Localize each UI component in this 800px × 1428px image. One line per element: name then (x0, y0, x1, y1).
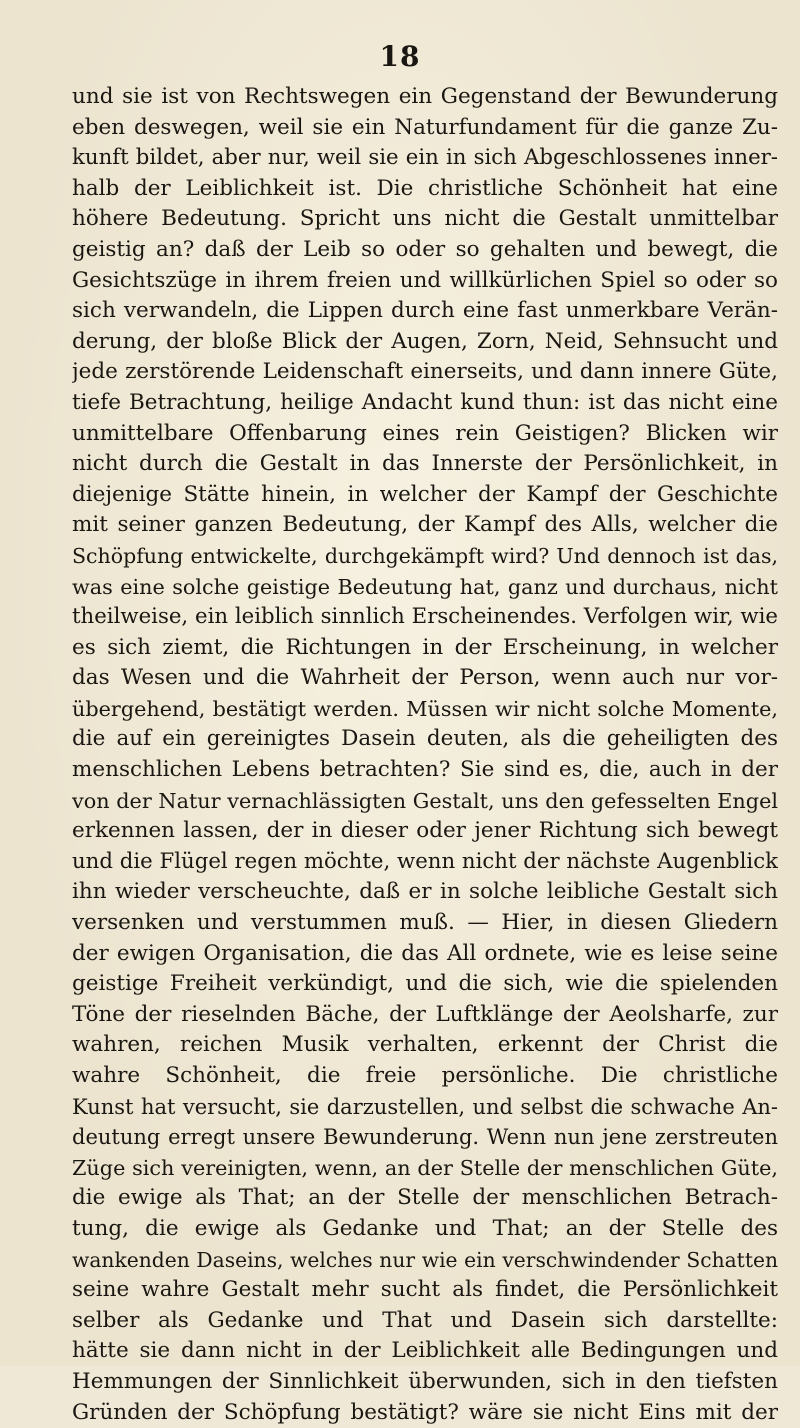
text-line: es sich ziemt, die Richtungen in der Erscheinung, in welcher (72, 634, 778, 660)
text-line: sich verwandeln, die Lippen durch eine fast unmerkbare Verän- (72, 298, 778, 324)
text-line: Hemmungen der Sinnlichkeit überwunden, sich in den tiefsten (72, 1368, 778, 1394)
text-line: übergehend, bestätigt werden. Müssen wir nicht solche Momente, (72, 696, 778, 721)
text-line: wahre Schönheit, die freie persönliche. Die christliche (72, 1063, 778, 1088)
text-line: diejenige Stätte hinein, in welcher der Kampf der Geschichte (72, 481, 778, 507)
page-number: 18 (379, 40, 421, 73)
text-line: hätte sie dann nicht in der Leiblichkeit alle Bedingungen und (72, 1338, 778, 1364)
text-line: höhere Bedeutung. Spricht uns nicht die Gestalt unmittelbar (72, 206, 778, 232)
text-line: und die Flügel regen möchte, wenn nicht der nächste Augenblick (72, 848, 778, 874)
text-line: unmittelbare Offenbarung eines rein Geistigen? Blicken wir (72, 420, 778, 446)
text-line: seine wahre Gestalt mehr sucht als findet, die Persönlichkeit (72, 1277, 778, 1303)
text-line: geistig an? daß der Leib so oder so gehalten und bewegt, die (72, 236, 778, 262)
text-line: jede zerstörende Leidenschaft einerseits, und dann innere Güte, (72, 359, 778, 385)
text-line: wahren, reichen Musik verhalten, erkennt der Christ die (72, 1032, 778, 1058)
text-line: das Wesen und die Wahrheit der Person, wenn auch nur vor- (72, 665, 778, 691)
text-line: eben deswegen, weil sie ein Naturfundament für die ganze Zu- (72, 114, 778, 140)
text-line: wankenden Daseins, welches nur wie ein verschwindender Schatten (72, 1247, 778, 1272)
text-line: ihn wieder verscheuchte, daß er in solche leibliche Gestalt sich (72, 879, 778, 905)
text-line: mit seiner ganzen Bedeutung, der Kampf des Alls, welcher die (72, 512, 778, 538)
text-line: kunft bildet, aber nur, weil sie ein in sich Abgeschlossenes inner- (72, 145, 778, 171)
text-line: erkennen lassen, der in dieser oder jener Richtung sich bewegt (72, 818, 778, 844)
text-line: Züge sich vereinigten, wenn, an der Stelle der menschlichen Güte, (72, 1155, 778, 1180)
body-text (72, 82, 778, 1428)
text-line: von der Natur vernachlässigten Gestalt, uns den gefesselten Engel (72, 788, 778, 813)
text-line: selber als Gedanke und That und Dasein sich darstellte: (72, 1307, 778, 1333)
text-line: und sie ist von Rechtswegen ein Gegenstand der Bewunderung (72, 84, 778, 109)
text-line: nicht durch die Gestalt in das Innerste der Persönlichkeit, in (72, 451, 778, 477)
text-line: Gründen der Schöpfung bestätigt? wäre sie nicht Eins mit der (72, 1399, 778, 1425)
text-line: Töne der rieselnden Bäche, der Luftklänge der Aeolsharfe, zur (72, 1001, 778, 1027)
text-line: tung, die ewige als Gedanke und That; an der Stelle des (72, 1215, 778, 1241)
text-line: was eine solche geistige Bedeutung hat, ganz und durchaus, nicht (72, 574, 778, 599)
text-line: tiefe Betrachtung, heilige Andacht kund thun: ist das nicht eine (72, 389, 778, 415)
text-line: halb der Leiblichkeit ist. Die christliche Schönheit hat eine (72, 175, 778, 201)
text-line: Kunst hat versucht, sie darzustellen, und selbst die schwache An- (72, 1094, 778, 1119)
text-line: derung, der bloße Blick der Augen, Zorn, Neid, Sehnsucht und (72, 328, 778, 354)
text-line: deutung erregt unsere Bewunderung. Wenn nun jene zerstreuten (72, 1125, 778, 1150)
text-line: versenken und verstummen muß. — Hier, in diesen Gliedern (72, 910, 778, 936)
text-line: die ewige als That; an der Stelle der menschlichen Betrach- (72, 1185, 778, 1211)
text-line: die auf ein gereinigtes Dasein deuten, als die geheiligten des (72, 726, 778, 752)
text-line: Schöpfung entwickelte, durchgekämpft wird? Und dennoch ist das, (72, 543, 778, 568)
text-line: geistige Freiheit verkündigt, und die sich, wie die spielenden (72, 971, 778, 997)
text-line: Gesichtszüge in ihrem freien und willkürlichen Spiel so oder so (72, 267, 778, 293)
text-line: theilweise, ein leiblich sinnlich Erscheinendes. Verfolgen wir, wie (72, 604, 778, 630)
text-line: menschlichen Lebens betrachten? Sie sind es, die, auch in der (72, 757, 778, 783)
text-line: der ewigen Organisation, die das All ordnete, wie es leise seine (72, 940, 778, 966)
